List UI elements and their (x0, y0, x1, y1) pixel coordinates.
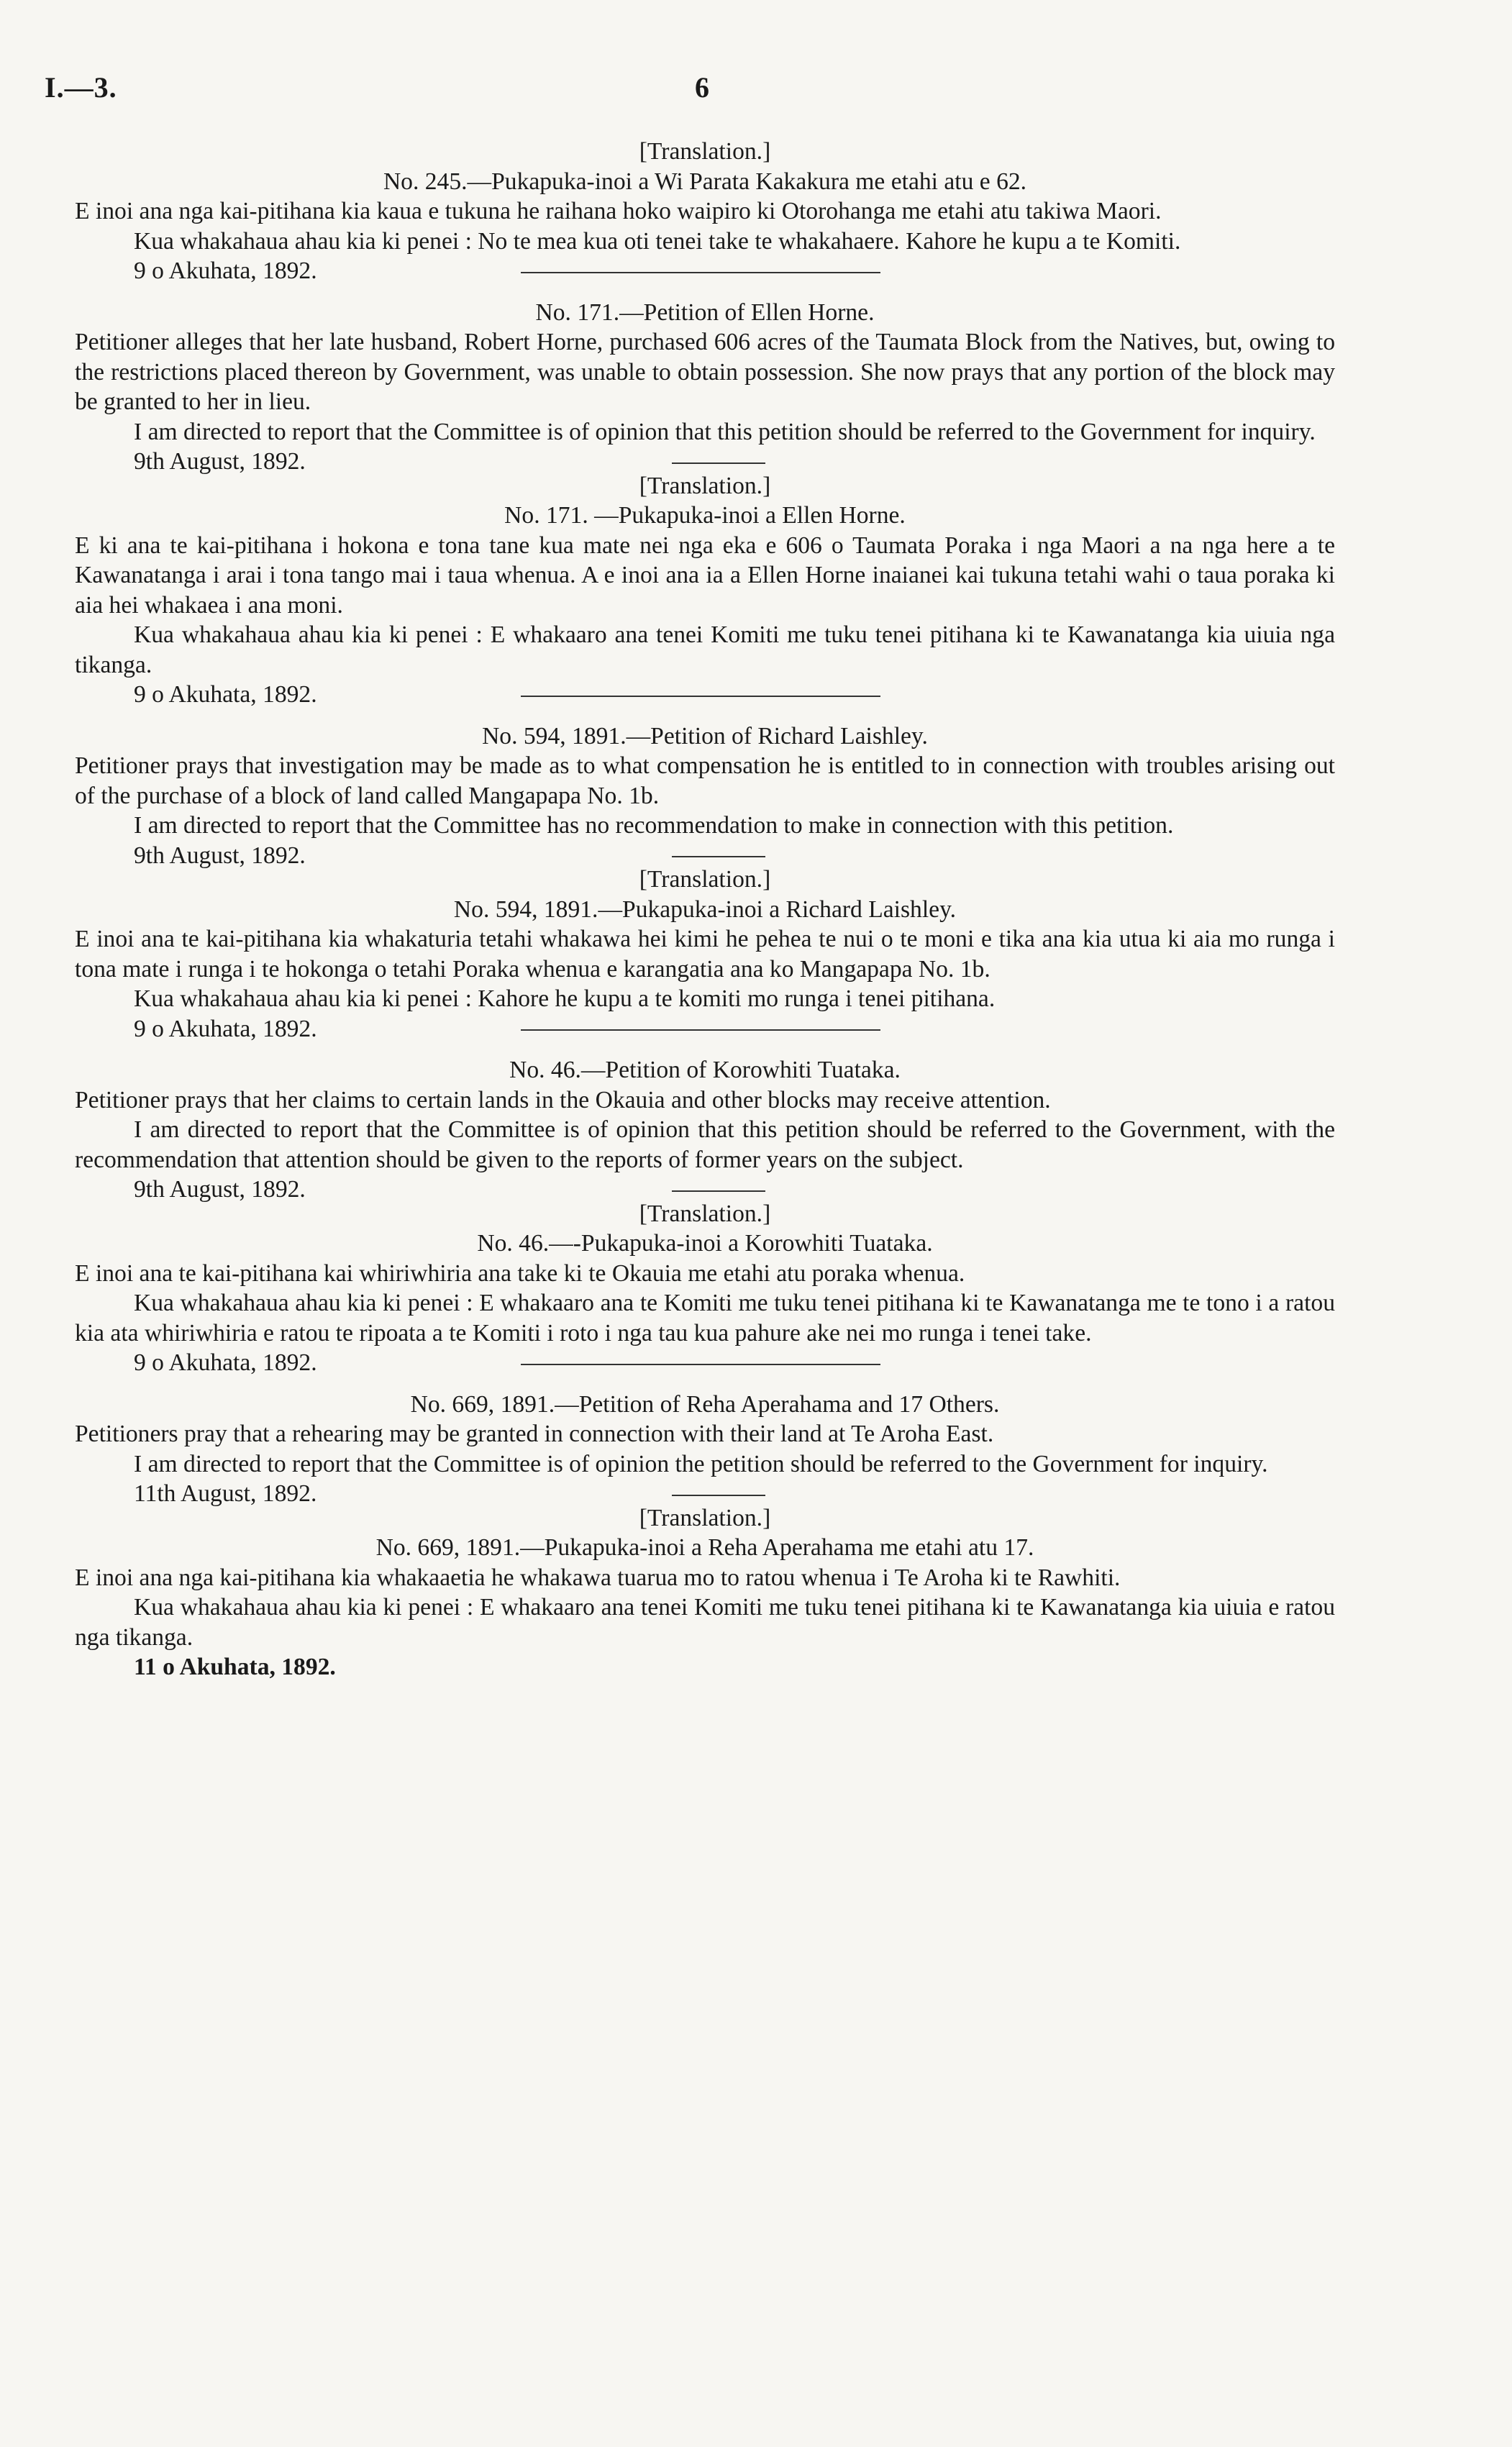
translation-heading: [Translation.] (639, 866, 771, 893)
paragraph: Kua whakahaua ahau kia ki penei : No te mea kua oti tenei take te whakahaere. Kahore he kupu a te Komiti. (134, 227, 1181, 255)
translation-heading: [Translation.] (639, 138, 771, 165)
petition-title: No. 594, 1891.—Petition of Richard Laishley. (482, 722, 928, 749)
date-line: 11 o Akuhata, 1892. (134, 1654, 336, 1680)
translation-title: No. 594, 1891.—Pukapuka-inoi a Richard Laishley. (453, 896, 957, 923)
date-line: 9 o Akuhata, 1892. (134, 258, 317, 284)
date-line: 9th August, 1892. (134, 448, 306, 475)
page-number: 6 (695, 71, 709, 104)
paragraph: E inoi ana nga kai-pitihana kia whakaaetia he whakawa tuarua mo to ratou whenua i Te Aroha ki te Rawhiti. (75, 1564, 1121, 1591)
paragraph: E inoi ana te kai-pitihana kia whakaturia tetahi whakawa hei kimi he pehea te nui o te moni e tika ana kia utua ki aia mo runga i tona mate i runga i te hokonga o tetahi Poraka whenua e karangatia ana ko Mangapapa No. 1b. (75, 926, 1335, 983)
paragraph: Petitioner prays that her claims to certain lands in the Okauia and other blocks may receive attention. (75, 1086, 1051, 1113)
date-line: 9th August, 1892. (134, 842, 306, 869)
section-divider (521, 1029, 880, 1031)
paragraph: E inoi ana nga kai-pitihana kia kaua e tukuna he raihana hoko waipiro ki Otorohanga me etahi atu takiwa Maori. (75, 198, 1162, 224)
petition-title: No. 171.—Petition of Ellen Horne. (535, 299, 875, 326)
section-divider (521, 272, 880, 273)
paragraph: E inoi ana te kai-pitihana kai whiriwhiria ana take ki te Okauia me etahi atu poraka whenua. (75, 1259, 965, 1287)
paragraph: I am directed to report that the Committee is of opinion that this petition should be referred to the Government for inquiry. (134, 418, 1316, 445)
petition-title: No. 669, 1891.—Petition of Reha Aperahama and 17 Others. (410, 1390, 1000, 1418)
paragraph: Kua whakahaua ahau kia ki penei : E whakaaro ana tenei Komiti me tuku tenei pitihana ki te Kawanatanga kia uiuia nga tikanga. (75, 621, 1335, 678)
section-divider (521, 696, 880, 697)
paragraph: Petitioner alleges that her late husband, Robert Horne, purchased 606 acres of the Taumata Block from the Natives, but, owing to the restrictions placed thereon by Government, was unable to obtain possession. She now prays that any portion of the block may be granted to her in lieu. (75, 329, 1335, 415)
paragraph: I am directed to report that the Committee is of opinion the petition should be referred to the Government for inquiry. (134, 1450, 1268, 1477)
running-head: I.—3. (45, 71, 117, 104)
translation-title: No. 669, 1891.—Pukapuka-inoi a Reha Aperahama me etahi atu 17. (375, 1534, 1034, 1561)
translation-title: No. 171. —Pukapuka-inoi a Ellen Horne. (504, 502, 906, 529)
section-divider (521, 1364, 880, 1365)
paragraph: I am directed to report that the Committee is of opinion that this petition should be referred to the Government, with the recommendation that attention should be given to the reports of former years on the subject. (75, 1116, 1335, 1173)
paragraph: Kua whakahaua ahau kia ki penei : E whakaaro ana te Komiti me tuku tenei pitihana ki te Kawanatanga me te tono i a ratou kia ata whiriwhiria e ratou te ripoata a te Komiti i roto i nga tau kua pahure ake nei mo runga i tenei take. (75, 1290, 1335, 1346)
petition-title: No. 46.—Petition of Korowhiti Tuataka. (509, 1057, 901, 1083)
translation-heading: [Translation.] (639, 1504, 771, 1531)
date-line: 9 o Akuhata, 1892. (134, 1015, 317, 1042)
paragraph: I am directed to report that the Committee has no recommendation to make in connection with this petition. (134, 812, 1174, 839)
translation-title: No. 245.—Pukapuka-inoi a Wi Parata Kakakura me etahi atu e 62. (383, 168, 1027, 195)
date-line: 9th August, 1892. (134, 1176, 306, 1203)
body-column (75, 137, 1335, 1682)
paragraph: Kua whakahaua ahau kia ki penei : E whakaaro ana tenei Komiti me tuku tenei pitihana ki te Kawanatanga kia uiuia e ratou nga tikanga. (75, 1594, 1335, 1651)
translation-heading: [Translation.] (639, 472, 771, 499)
paragraph: Kua whakahaua ahau kia ki penei : Kahore he kupu a te komiti mo runga i tenei pitihana. (134, 985, 996, 1012)
paragraph: Petitioners pray that a rehearing may be granted in connection with their land at Te Aroha East. (75, 1421, 994, 1447)
paragraph: E ki ana te kai-pitihana i hokona e tona tane kua mate nei nga eka e 606 o Taumata Poraka i nga Maori a na nga here a te Kawanatanga i arai i tona tango mai i taua whenua. A e inoi ana ia a Ellen Horne inaianei kai tukuna tetahi wahi o taua poraka ki aia hei whakaea i ana moni. (75, 532, 1335, 619)
date-line: 11th August, 1892. (134, 1480, 317, 1507)
paragraph: Petitioner prays that investigation may be made as to what compensation he is entitled to in connection with troubles arising out of the purchase of a block of land called Mangapapa No. 1b. (75, 752, 1335, 809)
translation-title: No. 46.—-Pukapuka-inoi a Korowhiti Tuataka. (477, 1230, 933, 1257)
date-line: 9 o Akuhata, 1892. (134, 1349, 317, 1376)
date-line: 9 o Akuhata, 1892. (134, 681, 317, 708)
translation-heading: [Translation.] (639, 1200, 771, 1227)
